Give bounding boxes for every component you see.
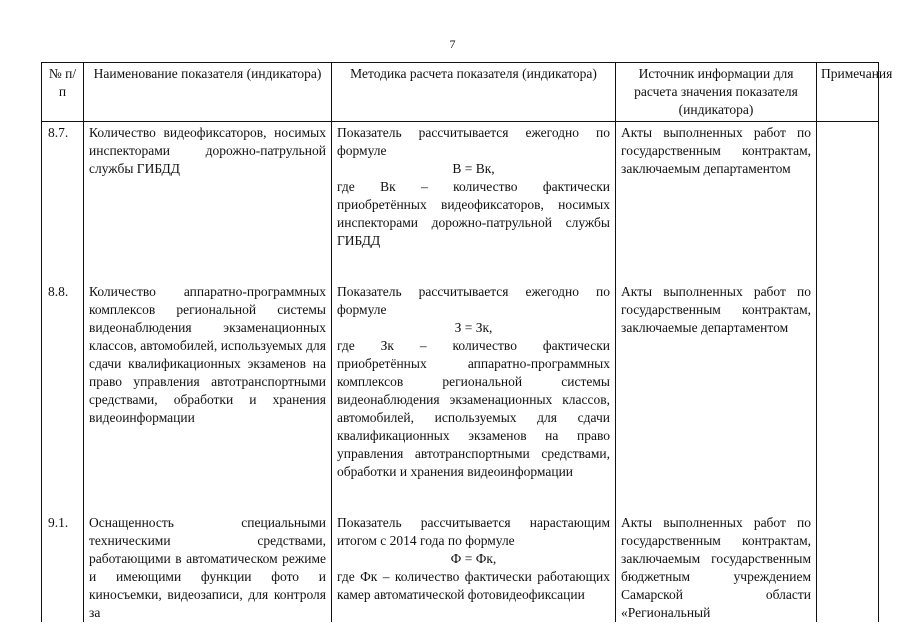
notes-cell xyxy=(817,283,879,514)
information-source: Акты выполненных работ по государственным контрактам, заключаемым государственным бюджетным учреждением Самарской области «Региональный xyxy=(616,514,817,622)
calculation-method xyxy=(332,122,616,284)
method-description: где Вк – количество фактически приобретённых видеофиксаторов, носимых инспекторами дорожно-патрульной службы ГИБДД xyxy=(337,179,610,248)
calculation-method xyxy=(332,283,616,514)
calculation-method xyxy=(332,514,616,622)
header-notes: Примечания xyxy=(817,63,879,122)
header-method: Методика расчета показателя (индикатора) xyxy=(332,63,616,122)
row-number: 8.8. xyxy=(42,283,84,514)
indicator-name: Оснащенность специальными техническими средствами, работающими в автоматическом режиме и имеющими функции фото и киносъемки, видеозаписи, для контроля за xyxy=(84,514,332,622)
notes-cell xyxy=(817,122,879,284)
row-number: 8.7. xyxy=(42,122,84,284)
page-number: 7 xyxy=(449,37,456,51)
formula: В = Вк, xyxy=(452,161,495,176)
method-intro: Показатель рассчитывается нарастающим итогом с 2014 года по формуле xyxy=(337,515,610,548)
method-description: где Фк – количество фактически работающих камер автоматической фотовидеофиксации xyxy=(337,569,610,602)
information-source: Акты выполненных работ по государственным контрактам, заключаемые департаментом xyxy=(616,283,817,514)
table-row xyxy=(42,283,879,514)
header-source: Источник информации для расчета значения показателя (индикатора) xyxy=(616,63,817,122)
header-name: Наименование показателя (индикатора) xyxy=(84,63,332,122)
indicator-table xyxy=(41,62,893,622)
method-description: где Зк – количество фактически приобретённых аппаратно-программных комплексов региональной системы видеонаблюдения экзаменационных классов, автомобилей, используемых для сдачи квалификационных экзаменов на право управления автотранспортными средствами, обработки и хранения видеоинформации xyxy=(337,338,610,479)
row-number: 9.1. xyxy=(42,514,84,622)
table-row xyxy=(42,514,879,622)
header-num: № п/п xyxy=(42,63,84,122)
indicator-name: Количество аппаратно-программных комплексов региональной системы видеонаблюдения экзаменационных классов, автомобилей, используемых для сдачи квалификационных экзаменов на право управления автотранспортными средствами, обработки и хранения видеоинформации xyxy=(84,283,332,514)
method-intro: Показатель рассчитывается ежегодно по формуле xyxy=(337,125,610,158)
method-intro: Показатель рассчитывается ежегодно по формуле xyxy=(337,284,610,317)
information-source: Акты выполненных работ по государственным контрактам, заключаемым департаментом xyxy=(616,122,817,284)
formula: З = Зк, xyxy=(454,320,493,335)
formula: Ф = Фк, xyxy=(450,551,497,566)
table-header-row xyxy=(42,63,879,122)
indicator-name: Количество видеофиксаторов, носимых инспекторами дорожно-патрульной службы ГИБДД xyxy=(84,122,332,284)
table-row xyxy=(42,122,879,284)
notes-cell xyxy=(817,514,879,622)
